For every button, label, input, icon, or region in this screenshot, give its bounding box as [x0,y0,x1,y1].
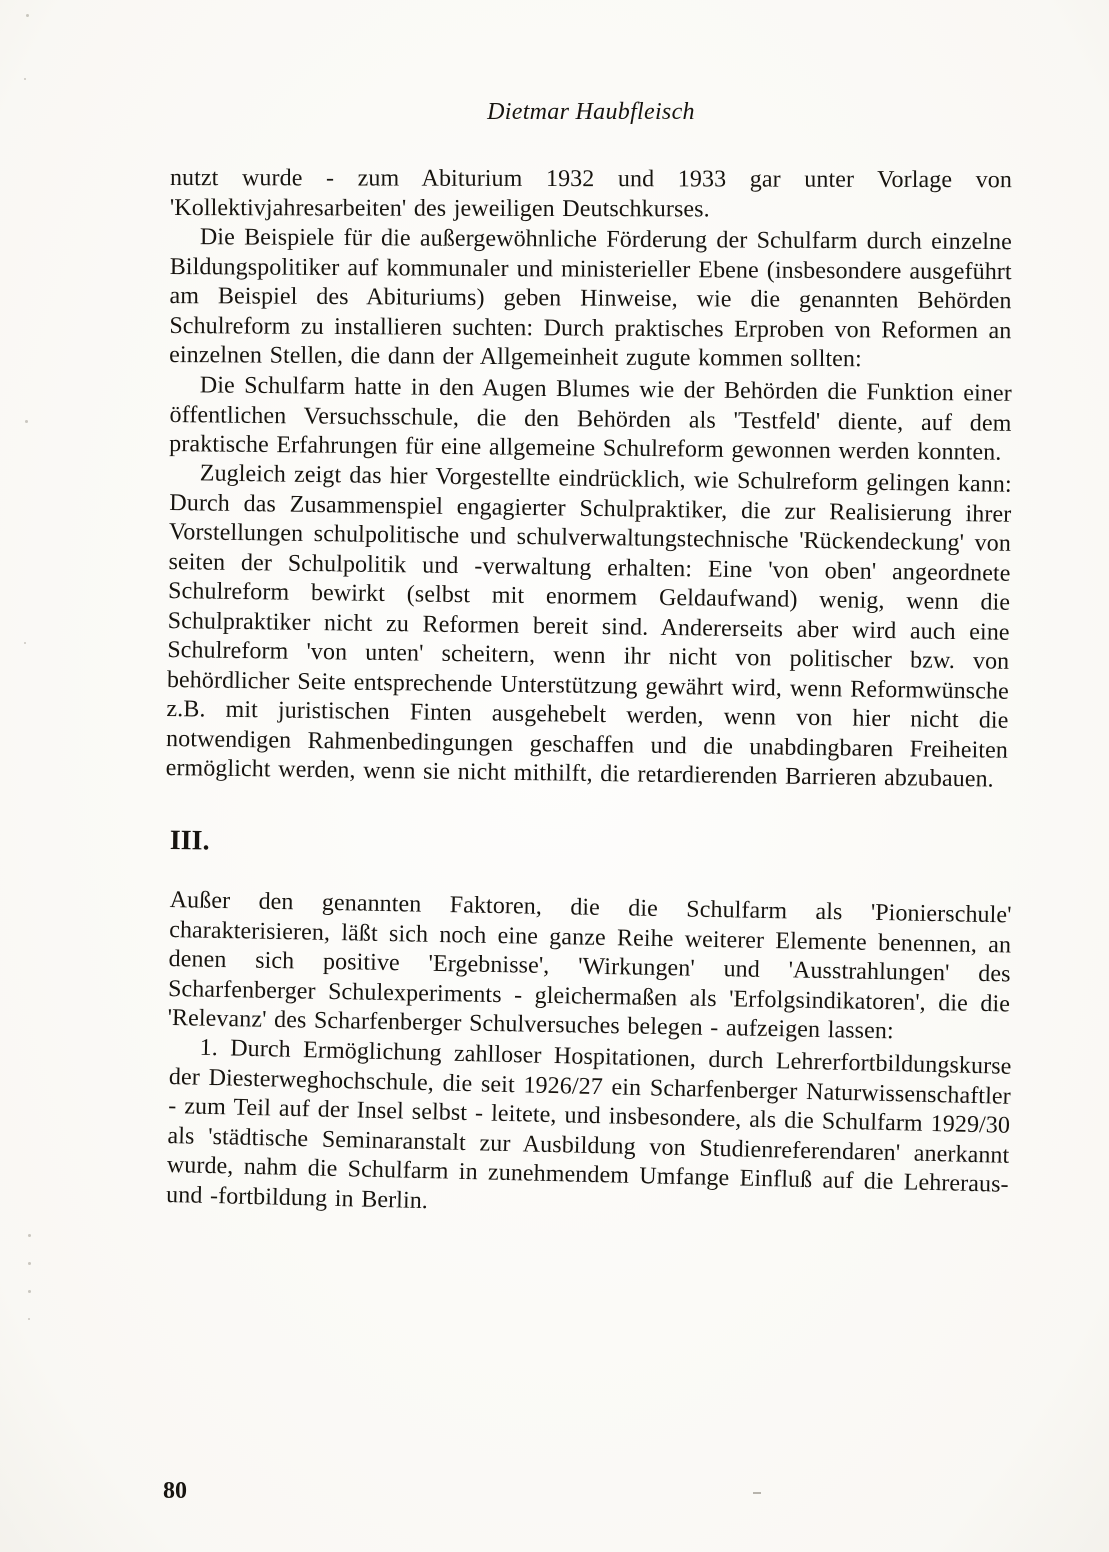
scan-dash-mark [753,1492,761,1494]
body-paragraph: Zugleich zeigt das hier Vorgestellte eindrücklich, wie Schulreform gelingen kann: Durch das Zusammenspiel engagierter Schulpraktiker, die zur Realisierung ihrer Vorstellungen schulpolitische und schulverwaltungstechnische 'Rückendeckung' von seiten der Schulpolitik und -verwaltung erhalten: Eine 'von oben' angeordnete Schulreform bewirkt (selbst mit enormem Geldaufwand) wenig, wenn die Schulpraktiker nicht zu Reformen bereit sind. Andererseits aber wird auch eine Schulreform 'von unten' scheitern, wenn ihr nicht von politischer bzw. von behördlicher Seite entsprechende Unterstützung gewährt wird, wenn Reformwünsche z.B. mit juristischen Finten ausgehebelt werden, wenn von hier nicht die notwendigen Rahmenbedingungen geschaffen und die unabdingbaren Freiheiten ermöglicht werden, wenn sie nicht mithilft, die retardierenden Barrieren abzubauen. [165,460,1012,793]
scan-speck [24,642,26,644]
section-heading: III. [169,824,210,856]
page-body [165,98,1012,1214]
scan-speck [28,1290,31,1293]
section-paragraph-numbered: 1. Durch Ermöglichung zahlloser Hospitationen, durch Lehrerfortbildungskurse der Diesterweghochschule, die seit 1926/27 ein Scharfenberger Naturwissenschaftler - zum Teil auf der Insel selbst - leitete, und insbesondere, als die Schulfarm 1929/30 als 'städtische Seminaranstalt zur Ausbildung von Studienreferendaren' anerkannt wurde, nahm die Schulfarm in zunehmendem Umfange Einfluß auf die Lehreraus- und -fortbildung in Berlin. [165,1034,1012,1214]
scan-speck [26,14,29,17]
scan-speck [28,1318,30,1320]
scan-speck [25,420,28,423]
body-paragraph-continuation: nutzt wurde - zum Abiturium 1932 und 1933 gar unter Vorlage von 'Kollektivjahresarbeiten' des jeweiligen Deutschkurses. [169,165,1012,222]
scan-speck [28,1262,31,1265]
body-paragraph: Die Beispiele für die außergewöhnliche Förderung der Schulfarm durch einzelne Bildungspolitiker auf kommunaler und ministerieller Ebene (insbesondere ausgeführt am Beispiel des Abituriums) geben Hinweise, wie die genannten Behörden Schulreform zu installieren suchten: Durch praktisches Erproben von Reformen an einzelnen Stellen, die dann der Allgemeinheit zugute kommen sollten: [169,224,1012,373]
running-header: Dietmar Haubfleisch [487,99,695,125]
body-paragraph: Die Schulfarm hatte in den Augen Blumes wie der Behörden die Funktion einer öffentlichen Versuchsschule, die den Behörden als 'Testfeld' diente, auf dem praktische Erfahrungen für eine allgemeine Schulreform gewonnen werden konnten. [169,371,1012,466]
page-number: 80 [163,1478,187,1504]
scan-speck [24,78,26,80]
section-paragraph: Außer den genannten Faktoren, die die Schulfarm als 'Pionierschule' charakterisieren, läßt sich noch eine ganze Reihe weiterer Elemente benennen, an denen sich positive 'Ergebnisse', 'Wirkungen' und 'Ausstrahlungen' des Scharfenberger Schulexperiments - gleichermaßen als 'Erfolgsindikatoren', die die 'Relevanz' des Scharfenberger Schulversuches belegen - aufzeigen lassen: [167,886,1012,1044]
scan-speck [28,1234,31,1237]
